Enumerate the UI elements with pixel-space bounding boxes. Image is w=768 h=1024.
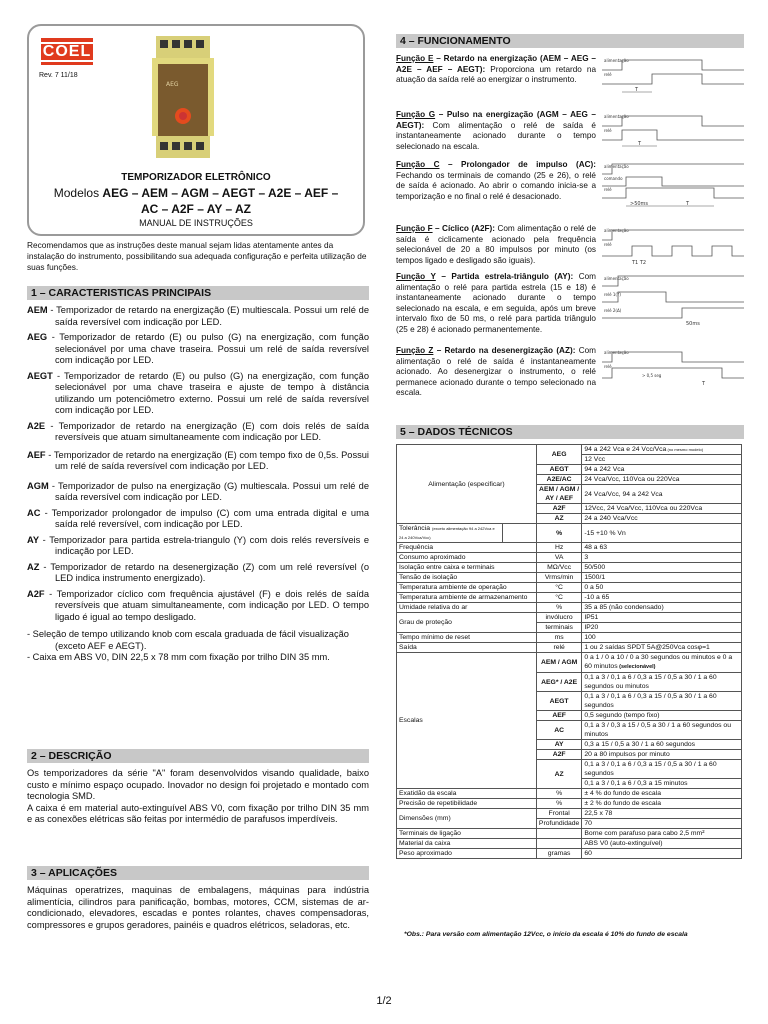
table-row: A2F 20 a 80 impulsos por minuto xyxy=(397,750,742,760)
feature-item: AEGT - Temporizador de retardo (E) ou pulso (G) na energização, com função selecionável por uma chave traseira e ajuste de tempo à distância utilizando um potenciômetro externo. Possui um relé de saída reversível com indicação por LED. xyxy=(27,370,369,415)
section3-body: Máquinas operatrizes, maquinas de embalagens, máquinas para indústria alimentícia, cilindros para panificação, bombas, motores, CCM, sistemas de ar-condicionado, elevadores, escadas e pontes rolantes, chaves compensadoras, compressores e grupos geradores, painéis e quadros elétricos, seladoras, etc. xyxy=(27,885,369,930)
table-row: AEF 0,5 segundo (tempo fixo) xyxy=(397,711,742,721)
table-row: Terminais de ligação Borne com parafuso para cabo 2,5 mm² xyxy=(397,829,742,839)
svg-text:alimentação: alimentação xyxy=(604,228,629,233)
svg-text:relé 2(Δ): relé 2(Δ) xyxy=(604,308,622,313)
table-row: A2E/AC 24 Vca/Vcc, 110Vca ou 220Vca xyxy=(397,475,742,485)
svg-text:relé: relé xyxy=(604,187,612,192)
models-line2: AC – A2F – AY – AZ xyxy=(140,202,252,216)
table-row: Exatidão da escala % ± 4 % do fundo de escala xyxy=(397,789,742,799)
svg-text:> 0,5 seg: > 0,5 seg xyxy=(642,373,662,378)
models-line1: Modelos AEG – AEM – AGM – AEGT – A2E – AEF – xyxy=(53,186,339,200)
function-desc: Função C – Prolongador de impulso (AC): Fechando os terminais de comando (25 e 26), o relé de saída é acionado. Ao abrir o comando inicia-se a temporização e no final o relé é desacionado. xyxy=(396,160,596,201)
svg-text:alimentação: alimentação xyxy=(604,164,629,169)
svg-text:T: T xyxy=(686,201,690,207)
feature-item: AEG - Temporizador de retardo (E) ou pulso (G) na energização, com função selecionável por uma chave traseira. Possui um relé de saída reversível com indicação por LED. xyxy=(27,332,369,365)
table-row: AEM / AGM / AY / AEF 24 Vca/Vcc, 94 a 242 Vca xyxy=(397,485,742,504)
svg-text:AEG: AEG xyxy=(166,81,179,88)
svg-text:T: T xyxy=(638,141,642,147)
manual-subtitle: MANUAL DE INSTRUÇÕES xyxy=(139,218,253,228)
table-row: AEGT 94 a 242 Vca xyxy=(397,465,742,475)
feature-item: A2E - Temporizador de retardo na energização (E) com dois relés de saída reversíveis que atuam simultaneamente com indicação por LED. xyxy=(27,420,369,442)
svg-text:alimentação: alimentação xyxy=(604,114,629,119)
bullet-knob: - Seleção de tempo utilizando knob com escala graduada de fácil visualização (exceto AEF e AEGT). xyxy=(27,629,349,651)
section4-header: 4 – FUNCIONAMENTO xyxy=(396,34,744,48)
waveform-g xyxy=(602,110,744,150)
section1-list xyxy=(27,305,369,664)
table-row: AZ 0,1 a 3 / 0,1 a 6 / 0,3 a 15 / 0,5 a 30 / 1 a 60 segundos xyxy=(397,760,742,779)
table-row: Isolação entre caixa e terminais MΩ/Vcc 50/500 xyxy=(397,563,742,573)
svg-text:relé: relé xyxy=(604,72,612,77)
table-row: Peso aproximado gramas 60 xyxy=(397,849,742,859)
product-title: TEMPORIZADOR ELETRÔNICO xyxy=(121,172,271,183)
function-desc: Função E – Retardo na energização (AEM – AEG – A2E – AEF – AEGT): Proporciona um retardo na atuação da saída relé ao energizar o instrumento. xyxy=(396,54,596,84)
header-box xyxy=(27,24,365,236)
section2-header: 2 – DESCRIÇÃO xyxy=(27,749,369,763)
feature-item: AY - Temporizador para partida estrela-triangulo (Y) com dois relés reversíveis e indicação por LED. xyxy=(27,534,369,556)
svg-text:relé: relé xyxy=(604,242,612,247)
table-row: Tolerância (exceto alimentação 94 a 242Vca e 24 a 240Vca/Vcc) % -15 +10 % Vn xyxy=(397,524,742,543)
table-row: 0,1 a 3 / 0,1 a 6 / 0,3 a 15 minutos xyxy=(397,779,742,789)
table-row: AC 0,1 a 3 / 0,3 a 15 / 0,5 a 30 / 1 a 60 segundos ou minutos xyxy=(397,721,742,740)
feature-item: AEM - Temporizador de retardo na energização (E) multiescala. Possui um relé de saída reversível com indicação por LED. xyxy=(27,305,369,327)
feature-item: AZ - Temporizador de retardo na desenergização (Z) com um relé reversível (o LED indica instrumento energizado). xyxy=(27,561,369,583)
function-desc: Função Z – Retardo na desenergização (AZ): Com alimentação o relé de saída é instantaneamente acionado. Ao desenergizar o instrumento, o relé permanece acionado durante o tempo selecionado na escala. xyxy=(396,346,596,397)
table-row: Tensão de isolação Vrms/min 1500/1 xyxy=(397,573,742,583)
svg-text:>50ms: >50ms xyxy=(630,201,649,207)
section5-header: 5 – DADOS TÉCNICOS xyxy=(396,425,744,439)
svg-text:comando: comando xyxy=(604,176,623,181)
table-row: AZ 24 a 240 Vca/Vcc xyxy=(397,514,742,524)
svg-text:alimentação: alimentação xyxy=(604,276,629,281)
feature-item: AEF - Temporizador de retardo na energização (E) com tempo fixo de 0,5s. Possui um relé de saída reversível com indicação por LED. xyxy=(27,449,369,471)
technical-data-table xyxy=(396,444,742,859)
table-row: 12 Vcc xyxy=(397,455,742,465)
table-row: AEGT 0,1 a 3 / 0,1 a 6 / 0,3 a 15 / 0,5 a 30 / 1 a 60 segundos xyxy=(397,692,742,711)
bullet-case: - Caixa em ABS V0, DIN 22,5 x 78 mm com fixação por trilho DIN 35 mm. xyxy=(27,652,330,662)
svg-text:T1 T2: T1 T2 xyxy=(632,260,647,266)
table-row: Tempo mínimo de reset ms 100 xyxy=(397,633,742,643)
function-desc: Função Y – Partida estrela-triângulo (AY): Com alimentação o relé para partida estrela (15 e 18) é instantaneamente acionado durante o tempo selecionado na escala, e em seguida, após um breve intervalo fixo de 50 ms, o relé para partida triângulo (25 e 28) é acionado permanentemente. xyxy=(396,272,597,334)
table-row: terminais IP20 xyxy=(397,623,742,633)
table-row: Umidade relativa do ar % 35 a 85 (não condensado) xyxy=(397,603,742,613)
function-desc: Função F – Cíclico (A2F): Com alimentação o relé de saída é ciclicamente acionado pela frequência selecionável de 20 a 80 impulsos por minuto (os tempos ligado e desligado são iguais). xyxy=(396,224,597,265)
waveform-f xyxy=(602,224,744,266)
table-row: Material da caixa ABS V0 (auto-extinguível) xyxy=(397,839,742,849)
table-row: Temperatura ambiente de armazenamento °C -10 a 65 xyxy=(397,593,742,603)
svg-text:T: T xyxy=(635,87,639,93)
intro-text: Recomendamos que as instruções deste manual sejam lidas atentamente antes da instalação do instrumento, possibilitando sua adequada configuração e perfeita utilização de suas funções. xyxy=(27,240,367,272)
waveform-c xyxy=(602,160,744,212)
table-row: Temperatura ambiente de operação °C 0 a 50 xyxy=(397,583,742,593)
table-row: Grau de proteção invólucro IP51 xyxy=(397,613,742,623)
section3-header: 3 – APLICAÇÕES xyxy=(27,866,369,880)
table-row: Consumo aproximado VA 3 xyxy=(397,553,742,563)
waveform-y xyxy=(602,272,744,328)
feature-item: AGM - Temporizador de pulso na energização (G) multiescala. Possui um relé de saída reversível com indicação por LED. xyxy=(27,480,369,502)
svg-text:alimentação: alimentação xyxy=(604,350,629,355)
coel-logo: COEL xyxy=(41,38,93,65)
svg-text:50ms: 50ms xyxy=(686,321,700,327)
page-number: 1/2 xyxy=(376,995,392,1007)
section1-header: 1 – CARACTERISTICAS PRINCIPAIS xyxy=(27,286,369,300)
section2-body: Os temporizadores da série "A" foram desenvolvidos visando qualidade, baixo custo e mínimo espaço ocupado. Inovador no design foi projetado e montado com tecnologia SMD. A caixa é em material auto-extinguível ABS V0, com fixação por trilho DIN 35 mm e as conexões elétricas são feitas por intermédio de parafusos imperdíveis. xyxy=(27,768,369,824)
svg-text:relé: relé xyxy=(604,364,612,369)
revision: Rev. 7 11/18 xyxy=(39,72,78,79)
table-row: A2F 12Vcc, 24 Vca/Vcc, 110Vca ou 220Vca xyxy=(397,504,742,514)
waveform-e xyxy=(602,54,744,98)
table-row: Escalas AEM / AGM 0 a 1 / 0 a 10 / 0 a 30 segundos ou minutos e 0 a 60 minutos (selecionável) xyxy=(397,653,742,673)
svg-text:alimentação: alimentação xyxy=(604,58,629,63)
table-row: Saída relé 1 ou 2 saídas SPDT 5A@250Vca cosφ=1 xyxy=(397,643,742,653)
table-row: Precisão de repetibilidade % ± 2 % do fundo de escala xyxy=(397,799,742,809)
svg-text:relé: relé xyxy=(604,128,612,133)
table-row: AEG* / A2E 0,1 a 3 / 0,1 a 6 / 0,3 a 15 / 0,5 a 30 / 1 a 60 segundos ou minutos xyxy=(397,673,742,692)
table-row: Dimensões (mm) Frontal 22,5 x 78 xyxy=(397,809,742,819)
svg-text:T: T xyxy=(702,381,706,387)
table-row: AY 0,3 a 15 / 0,5 a 30 / 1 a 60 segundos xyxy=(397,740,742,750)
table-row: Profundidade 70 xyxy=(397,819,742,829)
feature-item: AC - Temporizador prolongador de impulso (C) com uma entrada digital e uma saída relé reversível, com indicação por LED. xyxy=(27,507,369,529)
table-row: Frequência Hz 48 a 63 xyxy=(397,543,742,553)
obs-note: *Obs.: Para versão com alimentação 12Vcc, o início da escala é 10% do fundo de escala xyxy=(404,931,688,938)
function-desc: Função G – Pulso na energização (AGM – AEG – AEGT): Com alimentação o relé de saída é instantaneamente acionado durante o tempo selecionado na escala. xyxy=(396,110,596,151)
feature-item: A2F - Temporizador cíclico com frequência ajustável (F) e dois relés de saída reversíveis que atuam simultaneamente, com indicação por LED. O tempo ligado é igual ao tempo desligado. xyxy=(27,588,369,622)
svg-text:relé 1(Y): relé 1(Y) xyxy=(604,292,621,297)
waveform-z xyxy=(602,346,744,388)
table-row: Alimentação (especificar) AEG 94 a 242 Vca e 24 Vcc/Vca (no mesmo modelo) xyxy=(397,445,742,455)
device-image xyxy=(152,36,214,158)
